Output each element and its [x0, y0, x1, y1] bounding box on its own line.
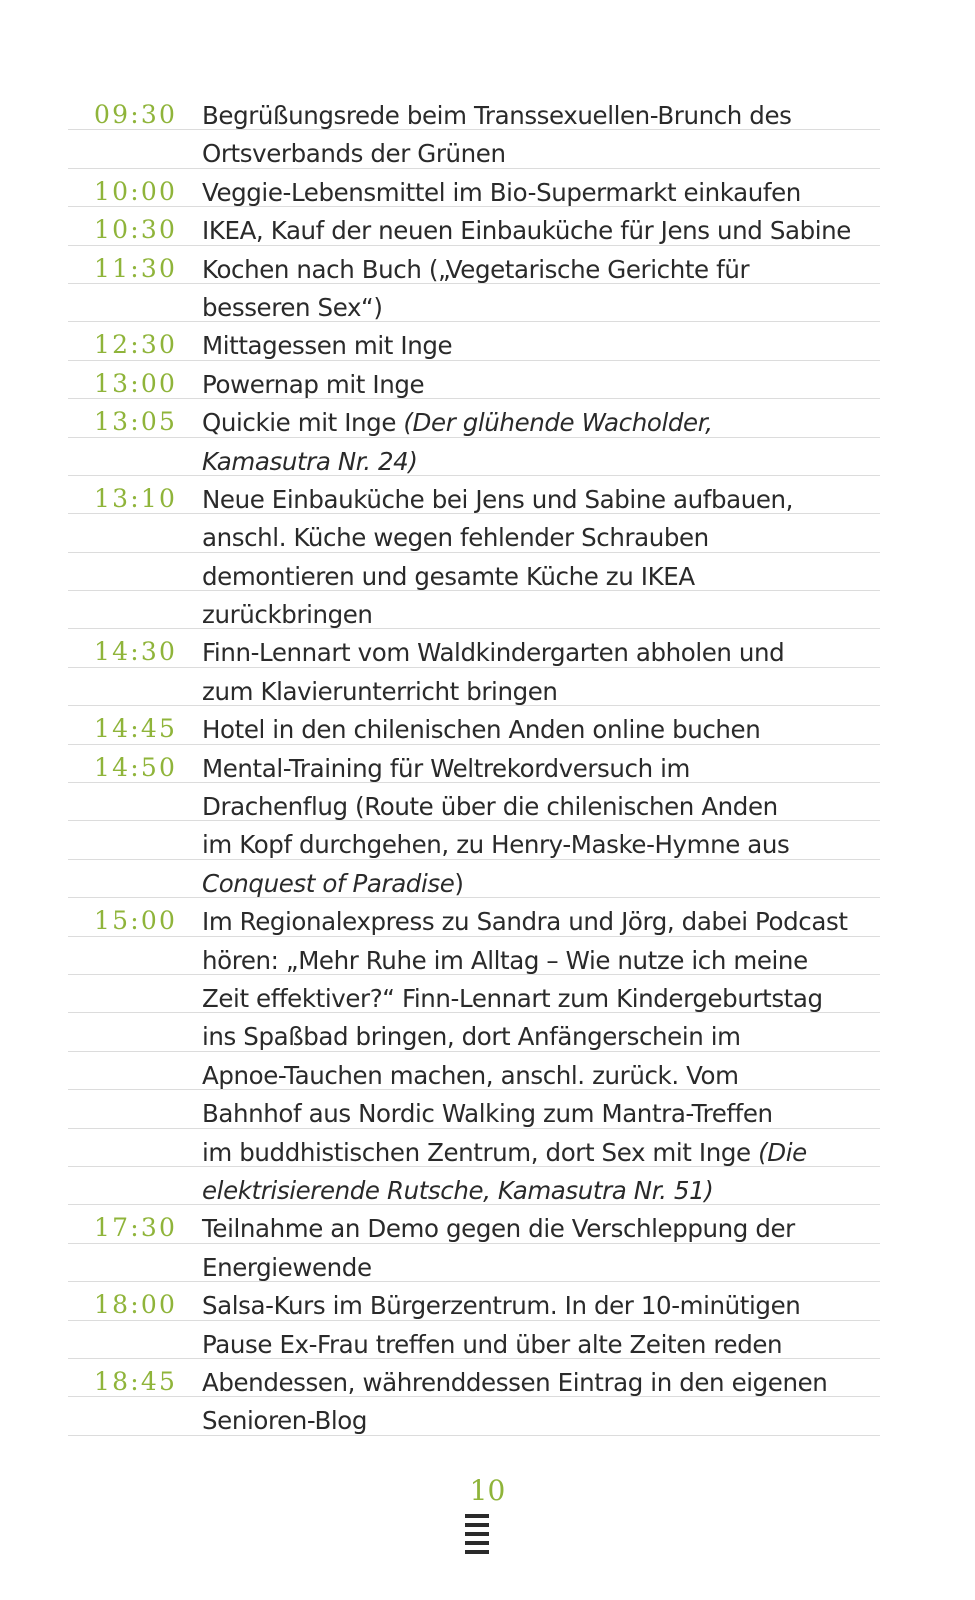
- entry-time: 09:30: [94, 100, 178, 129]
- schedule-line: [68, 629, 880, 667]
- entry-text: [202, 830, 789, 860]
- entry-time: 13:05: [94, 407, 178, 437]
- entry-text-segment: Apnoe-Tauchen machen, anschl. zurück. Vom: [202, 1060, 739, 1090]
- entry-time: 13:00: [94, 368, 178, 398]
- entry-text: [202, 1406, 367, 1436]
- entry-text: [202, 869, 464, 899]
- schedule-line: [68, 1090, 880, 1128]
- schedule-line: [68, 1359, 880, 1397]
- entry-text: [202, 1176, 713, 1206]
- schedule-line: [68, 246, 880, 284]
- entry-text: [202, 677, 558, 707]
- schedule-line: [68, 860, 880, 898]
- entry-text-segment: zum Klavierunterricht bringen: [202, 676, 558, 706]
- schedule-line: [68, 821, 880, 859]
- schedule-line: [68, 706, 880, 744]
- entry-text: [202, 792, 778, 822]
- entry-text: [202, 293, 383, 323]
- schedule-line: [68, 668, 880, 706]
- schedule-line: [68, 284, 880, 322]
- schedule-line: [68, 361, 880, 399]
- entry-text: [202, 1061, 739, 1091]
- schedule-line: [68, 1013, 880, 1051]
- entry-time: 14:30: [94, 637, 178, 667]
- entry-text-segment: Veggie-Lebensmittel im Bio-Supermarkt einkaufen: [202, 177, 801, 207]
- entry-text-segment: Finn-Lennart vom Waldkindergarten abholen und: [202, 638, 785, 668]
- entry-text-segment: IKEA, Kauf der neuen Einbauküche für Jens und Sabine: [202, 216, 851, 246]
- entry-text-segment: Drachenflug (Route über die chilenischen Anden: [202, 792, 778, 822]
- schedule-line: [68, 438, 880, 476]
- schedule-line: [68, 745, 880, 783]
- entry-text: [202, 984, 823, 1014]
- ornament-bar: [465, 1550, 489, 1554]
- entry-text-segment: zurückbringen: [202, 600, 373, 630]
- entry-text: [202, 1291, 800, 1321]
- entry-text-italic: (Die: [758, 1137, 807, 1167]
- entry-text: [202, 447, 418, 477]
- schedule-line: [68, 1282, 880, 1320]
- schedule-line: [68, 399, 880, 437]
- entry-time: 10:00: [94, 176, 178, 206]
- entry-text-segment: im Kopf durchgehen, zu Henry-Maske-Hymne aus: [202, 830, 790, 860]
- entry-text: [202, 638, 784, 668]
- entry-text-segment: Energiewende: [202, 1252, 372, 1282]
- ornament-bar: [465, 1523, 489, 1527]
- entry-time: 12:30: [94, 330, 178, 360]
- schedule-line: [68, 1205, 880, 1243]
- entry-text-segment: Zeit effektiver?“ Finn-Lennart zum Kindergeburtstag: [202, 983, 823, 1013]
- entry-text-segment: Powernap mit Inge: [202, 369, 425, 399]
- entry-text-segment: ): [454, 868, 464, 898]
- entry-text: [202, 1099, 773, 1129]
- entry-time: 11:30: [94, 253, 178, 283]
- entry-text-segment: demontieren und gesamte Küche zu IKEA: [202, 561, 695, 591]
- ornament-bar: [465, 1532, 489, 1536]
- entry-text: [202, 139, 506, 169]
- schedule-line: [68, 322, 880, 360]
- entry-text-segment: Mittagessen mit Inge: [202, 331, 453, 361]
- schedule-line: [68, 476, 880, 514]
- entry-text-segment: Senioren-Blog: [202, 1406, 368, 1436]
- entry-time: 17:30: [94, 1213, 178, 1243]
- entry-text: [202, 178, 801, 208]
- entry-text: [202, 715, 760, 745]
- schedule-list: [68, 92, 880, 1436]
- entry-text-segment: Neue Einbauküche bei Jens und Sabine aufbauen,: [202, 484, 794, 514]
- entry-text: [202, 1138, 807, 1168]
- entry-text: [202, 1253, 372, 1283]
- entry-text-segment: ins Spaßbad bringen, dort Anfängerschein im: [202, 1022, 741, 1052]
- entry-text-italic: Conquest of Paradise: [202, 868, 455, 898]
- schedule-line: [68, 591, 880, 629]
- entry-text: [202, 216, 851, 246]
- schedule-line: [68, 1321, 880, 1359]
- entry-text-segment: Mental-Training für Weltrekordversuch im: [202, 753, 691, 783]
- page-number: 10: [469, 1474, 506, 1507]
- entry-time: 18:00: [94, 1290, 178, 1320]
- entry-text-segment: Pause Ex-Frau treffen und über alte Zeiten reden: [202, 1329, 783, 1359]
- schedule-line: [68, 92, 880, 130]
- entry-text: [202, 101, 792, 131]
- entry-text-segment: Hotel in den chilenischen Anden online buchen: [202, 715, 761, 745]
- entry-text-segment: Bahnhof aus Nordic Walking zum Mantra-Treffen: [202, 1099, 773, 1129]
- entry-text: [202, 485, 793, 515]
- schedule-line: [68, 514, 880, 552]
- entry-text-segment: Teilnahme an Demo gegen die Verschleppung der: [202, 1214, 795, 1244]
- entry-text: [202, 1214, 795, 1244]
- entry-text: [202, 255, 749, 285]
- entry-text: [202, 1330, 782, 1360]
- entry-text: [202, 600, 373, 630]
- schedule-line: [68, 207, 880, 245]
- schedule-line: [68, 553, 880, 591]
- entry-text-segment: anschl. Küche wegen fehlender Schrauben: [202, 523, 709, 553]
- entry-text-segment: Salsa-Kurs im Bürgerzentrum. In der 10-minütigen: [202, 1291, 801, 1321]
- entry-text: [202, 907, 848, 937]
- ornament-bar: [465, 1514, 489, 1518]
- page-ornament: [465, 1514, 489, 1559]
- entry-text-segment: Abendessen, währenddessen Eintrag in den eigenen: [202, 1367, 828, 1397]
- schedule-line: [68, 130, 880, 168]
- entry-text-italic: Kamasutra Nr. 24): [202, 446, 418, 476]
- schedule-line: [68, 783, 880, 821]
- entry-text: [202, 946, 808, 976]
- entry-text: [202, 754, 690, 784]
- schedule-line: [68, 169, 880, 207]
- entry-text: [202, 523, 709, 553]
- schedule-line: [68, 1397, 880, 1435]
- schedule-line: [68, 1052, 880, 1090]
- entry-text: [202, 562, 695, 592]
- entry-text-italic: (Der glühende Wacholder,: [403, 408, 713, 438]
- schedule-line: [68, 937, 880, 975]
- entry-time: 15:00: [94, 906, 178, 936]
- entry-text-segment: hören: „Mehr Ruhe im Alltag – Wie nutze ich meine: [202, 945, 808, 975]
- entry-text-segment: Begrüßungsrede beim Transsexuellen-Brunch des: [202, 101, 792, 130]
- entry-text: [202, 1022, 741, 1052]
- entry-time: 10:30: [94, 215, 178, 245]
- entry-time: 18:45: [94, 1366, 178, 1396]
- schedule-line: [68, 1167, 880, 1205]
- schedule-line: [68, 975, 880, 1013]
- entry-text-segment: besseren Sex“): [202, 292, 383, 322]
- schedule-line: [68, 898, 880, 936]
- entry-text-segment: Im Regionalexpress zu Sandra und Jörg, dabei Podcast: [202, 907, 848, 937]
- entry-time: 14:50: [94, 752, 178, 782]
- entry-text: [202, 331, 452, 361]
- entry-text-segment: Ortsverbands der Grünen: [202, 139, 506, 169]
- entry-text: [202, 408, 713, 438]
- entry-time: 13:10: [94, 483, 178, 513]
- entry-text: [202, 1368, 827, 1398]
- entry-time: 14:45: [94, 714, 178, 744]
- ornament-bar: [465, 1541, 489, 1545]
- schedule-line: [68, 1129, 880, 1167]
- entry-text: [202, 370, 424, 400]
- entry-text-segment: im buddhistischen Zentrum, dort Sex mit Inge: [202, 1137, 759, 1167]
- entry-text-italic: elektrisierende Rutsche, Kamasutra Nr. 51): [202, 1175, 714, 1205]
- schedule-line: [68, 1244, 880, 1282]
- entry-text-segment: Kochen nach Buch („Vegetarische Gerichte für: [202, 254, 750, 284]
- entry-text-segment: Quickie mit Inge: [202, 408, 404, 438]
